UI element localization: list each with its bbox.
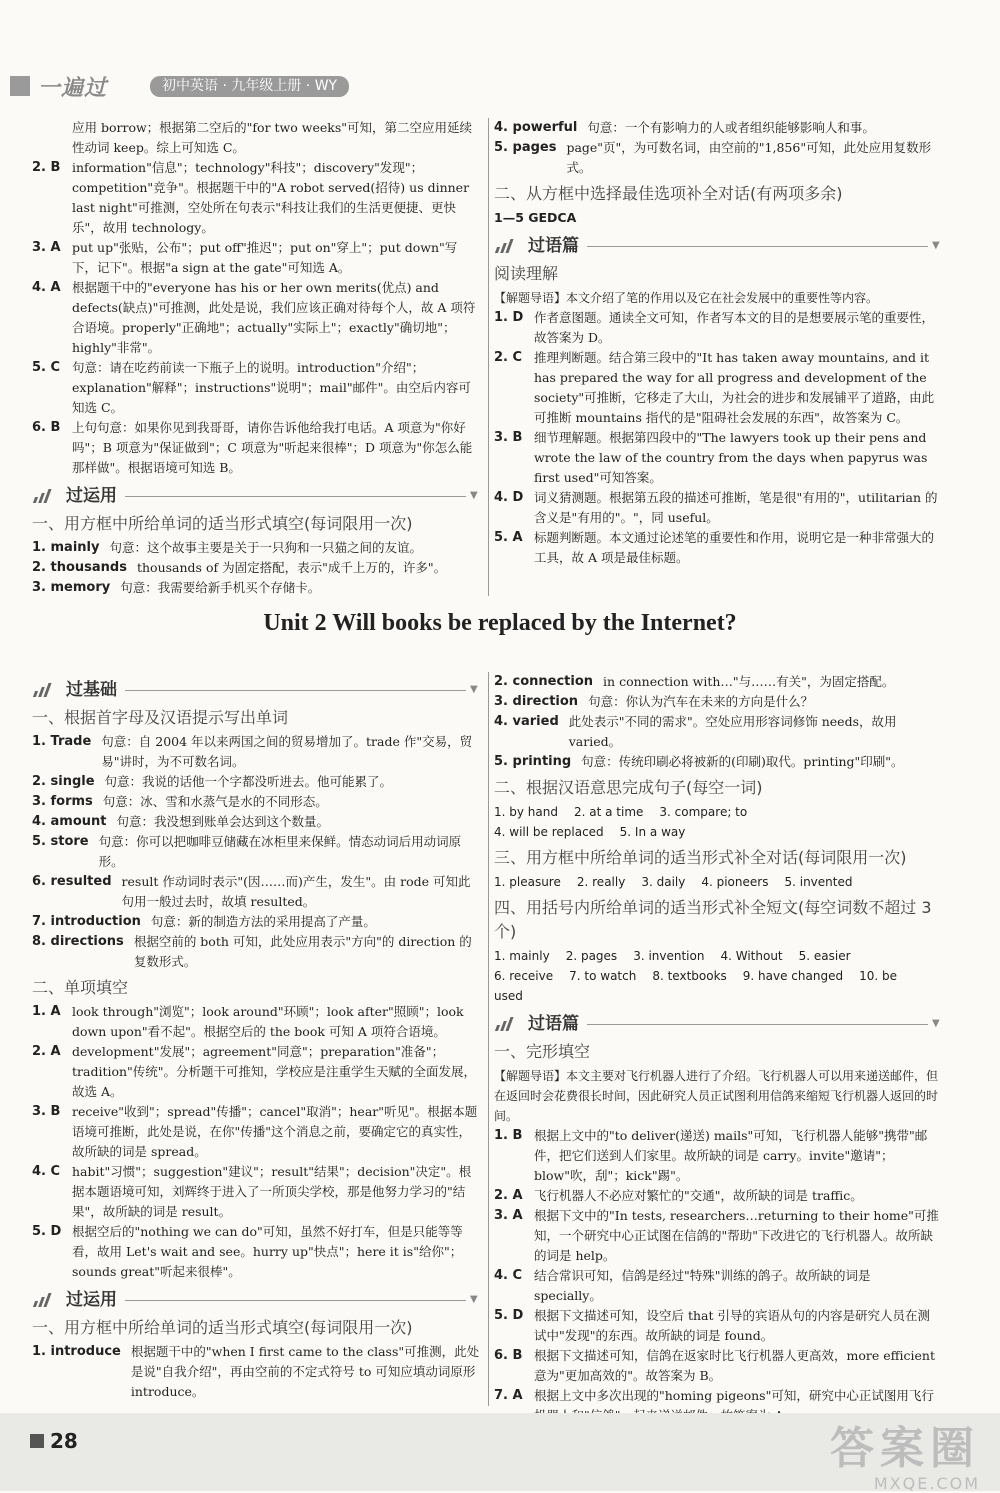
answer-row bbox=[494, 946, 942, 966]
answer-number: 3. memory bbox=[32, 580, 111, 595]
answer-cell: 4. Without bbox=[720, 949, 783, 963]
band-guoyupian-2 bbox=[494, 1012, 942, 1036]
answer-explanation: 根据空前的 both 可知，此处应用表示"方向"的 direction 的复数形式。 bbox=[133, 934, 472, 969]
band-icon bbox=[32, 1293, 58, 1307]
answer-item bbox=[32, 812, 480, 832]
band-icon bbox=[494, 1017, 520, 1031]
answer-explanation: 句意：冰、雪和水蒸气是水的不同形态。 bbox=[102, 794, 328, 809]
answer-number: 4. C bbox=[32, 1164, 61, 1179]
answer-number: 3. A bbox=[494, 1208, 523, 1223]
answer-cell: 1. by hand bbox=[494, 805, 558, 819]
answer-item bbox=[494, 752, 942, 772]
answer-cell: 2. pages bbox=[565, 949, 618, 963]
answer-explanation: 作者意图题。通读全文可知，作者写本文的目的是想要展示笔的重要性，故答案为 D。 bbox=[534, 310, 935, 345]
answer-number: 4. C bbox=[494, 1268, 523, 1283]
answer-item bbox=[32, 538, 480, 558]
answer-cell: 3. invention bbox=[633, 949, 705, 963]
answer-explanation: 飞行机器人不必应对繁忙的"交通"，故所缺的词是 traffic。 bbox=[534, 1188, 863, 1203]
answer-explanation: put up"张贴，公布"；put off"推迟"；put on"穿上"；put down"写下，记下"。根据"a sign at the gate"可知选 A。 bbox=[72, 240, 458, 275]
answer-explanation: 句意：自 2004 年以来两国之间的贸易增加了。trade 作"交易，贸易"讲时，为不可数名词。 bbox=[101, 734, 473, 769]
answer-explanation: development"发展"；agreement"同意"；preparation"准备"；tradition"传统"。分析题干可推知，学校应是注重学生天赋的全面发展，故选 A。 bbox=[72, 1044, 477, 1099]
answer-cell: 5. easier bbox=[798, 949, 851, 963]
answer-item bbox=[494, 138, 942, 178]
answer-item bbox=[494, 672, 942, 692]
answer-explanation: 推理判断题。结合第三段中的"It has taken away mountains, and it has prepared the way for all progress and development of the society"可推断，它移走了大山，为社会的进步和发展铺平了道路，由此可推断 mountains 指代的是"阻碍社会发展的东西"，故答案为 C。 bbox=[534, 350, 935, 425]
section-heading: 一、用方框中所给单词的适当形式填空(每词限用一次) bbox=[32, 1318, 413, 1337]
answer-item bbox=[32, 932, 480, 972]
answer-number: 7. A bbox=[494, 1388, 523, 1403]
answer-item bbox=[494, 528, 942, 568]
answer-number: 2. connection bbox=[494, 674, 594, 689]
answer-explanation: 细节理解题。根据第四段中的"The lawyers took up their pens and wrote the law of the country from the days when papyrus was first used"可知答案。 bbox=[534, 430, 928, 485]
answer-explanation: 应用 borrow；根据第二空后的"for two weeks"可知，第二空应用延续性动词 keep。综上可知选 C。 bbox=[72, 120, 472, 155]
answer-item bbox=[494, 488, 942, 528]
answer-row bbox=[494, 966, 942, 1006]
answer-cell: 6. receive bbox=[494, 969, 554, 983]
answer-item bbox=[494, 692, 942, 712]
watermark-logo bbox=[830, 1424, 980, 1493]
answer-explanation: habit"习惯"；suggestion"建议"；result"结果"；decision"决定"。根据本题语境可知，刘辉终于进入了一所顶尖学校，那是他努力学习的"结果"，故所缺的词是 result。 bbox=[72, 1164, 472, 1219]
answer-explanation: result 作动词时表示"(因……而)产生，发生"。由 rode 可知此句用一般过去时，故填 resulted。 bbox=[121, 874, 471, 909]
answer-item bbox=[494, 1346, 942, 1386]
answer-explanation: in connection with…"与……有关"，为固定搭配。 bbox=[603, 674, 895, 689]
chevron-down-icon: ▼ bbox=[470, 684, 478, 695]
answer-explanation: receive"收到"；spread"传播"；cancel"取消"；hear"听见"。根据本题语境可推断，此处是说，在你"传播"这个消息之前，要确定它的真实性，故所缺的词是 spread。 bbox=[72, 1104, 478, 1159]
answer-item bbox=[494, 1186, 942, 1206]
answer-number: 5. printing bbox=[494, 754, 572, 769]
answer-number: 4. A bbox=[32, 280, 61, 295]
band-guoyunyong-1 bbox=[32, 484, 480, 508]
answer-number: 5. C bbox=[32, 360, 61, 375]
section-heading: 一、完形填空 bbox=[494, 1042, 591, 1061]
band-line bbox=[587, 246, 928, 247]
answer-number: 2. thousands bbox=[32, 560, 127, 575]
series-badge: 初中英语 · 九年级上册 · WY bbox=[150, 76, 349, 97]
answer-item bbox=[494, 308, 942, 348]
band-line bbox=[125, 496, 466, 497]
answer-explanation: 句意：请在吃药前读一下瓶子上的说明。introduction"介绍"；explanation"解释"；instructions"说明"；mail"邮件"。由空后内容可知选 C。 bbox=[72, 360, 471, 415]
chevron-down-icon: ▼ bbox=[470, 1294, 478, 1305]
answer-item bbox=[32, 158, 480, 238]
answer-explanation: page"页"，为可数名词，由空前的"1,856"可知，此处应用复数形式。 bbox=[566, 140, 932, 175]
page-header bbox=[0, 0, 1000, 100]
answer-item bbox=[32, 792, 480, 812]
answer-item bbox=[494, 1266, 942, 1306]
section-heading: 二、单项填空 bbox=[32, 978, 129, 997]
answer-number: 3. forms bbox=[32, 794, 93, 809]
answer-item bbox=[494, 428, 942, 488]
answer-number: 2. C bbox=[494, 350, 523, 365]
band-line bbox=[125, 1300, 466, 1301]
answer-item bbox=[32, 1042, 480, 1102]
answer-cell: 1. mainly bbox=[494, 949, 550, 963]
answer-explanation: 根据下文描述可知，信鸽在返家时比飞行机器人更高效，more efficient 意为"更加高效的"。故答案为 B。 bbox=[534, 1348, 935, 1383]
band-icon bbox=[32, 489, 58, 503]
section-heading: 阅读理解 bbox=[494, 264, 559, 283]
answer-number: 3. direction bbox=[494, 694, 579, 709]
answer-explanation: 根据题干中的"everyone has his or her own merits(优点) and defects(缺点)"可推测，此处是说，我们应该正确对待每个人，故 A 项符合语境。properly"正确地"；actually"实际上"；exactly"确切地"；highly"非常"。 bbox=[72, 280, 476, 355]
answer-cell: 2. really bbox=[576, 875, 626, 889]
answer-item bbox=[32, 732, 480, 772]
column-divider bbox=[488, 672, 489, 1406]
column-divider bbox=[488, 118, 489, 596]
band-icon bbox=[32, 683, 58, 697]
answer-row bbox=[494, 822, 942, 842]
bottom-right-column bbox=[494, 672, 942, 1426]
answer-explanation: 上句句意：如果你见到我哥哥，请你告诉他给我打电话。A 项意为"你好吗"；B 项意为"保证做到"；C 项意为"听起来很棒"；D 项意为"你怎么能那样做"。根据语境可知选 B。 bbox=[72, 420, 473, 475]
answer-explanation: 此处表示"不同的需求"。空处应用形容词修饰 needs，故用 varied。 bbox=[568, 714, 897, 749]
answer-cell: 2. at a time bbox=[573, 805, 644, 819]
answer-number: 2. B bbox=[32, 160, 61, 175]
answer-cell: 3. daily bbox=[641, 875, 686, 889]
answer-item bbox=[32, 1162, 480, 1222]
band-guoyupian-1 bbox=[494, 234, 942, 258]
answer-item bbox=[494, 1206, 942, 1266]
answer-cell: 3. compare; to bbox=[659, 805, 748, 819]
answer-cell: 5. In a way bbox=[619, 825, 686, 839]
answer-number: 1. A bbox=[32, 1004, 61, 1019]
answer-explanation: 句意：新的制造方法的采用提高了产量。 bbox=[150, 914, 376, 929]
answer-item bbox=[494, 1126, 942, 1186]
answer-explanation: 根据空后的"nothing we can do"可知，虽然不好打车，但是只能等等看，故用 Let's wait and see。hurry up"快点"；here it is"给你"；sounds great"听起来很棒"。 bbox=[72, 1224, 463, 1279]
band-title: 过语篇 bbox=[528, 1014, 579, 1034]
answer-number: 2. single bbox=[32, 774, 95, 789]
answer-explanation: 句意：传统印刷必将被新的(印刷)取代。printing"印刷"。 bbox=[581, 754, 904, 769]
top-left-column bbox=[32, 118, 480, 598]
answer-explanation: 句意：一个有影响力的人或者组织能够影响人和事。 bbox=[587, 120, 875, 135]
band-line bbox=[587, 1024, 928, 1025]
answer-number: 1. Trade bbox=[32, 734, 92, 749]
answer-number: 3. B bbox=[32, 1104, 61, 1119]
section-heading: 一、用方框中所给单词的适当形式填空(每词限用一次) bbox=[32, 514, 413, 533]
answer-explanation: 根据题干中的"when I first came to the class"可推测，此处是说"自我介绍"，再由空前的不定式符号 to 可知应填动词原形 introduce。 bbox=[130, 1344, 480, 1399]
answer-explanation: 根据下文中的"In tests, researchers…returning to their home"可推知，一个研究中心正试图在信鸽的"帮助"下改进它的飞行机器人。故所缺的词是 help。 bbox=[534, 1208, 939, 1263]
answer-explanation: 句意：我需要给新手机买个存储卡。 bbox=[120, 580, 321, 595]
answer-item bbox=[32, 1222, 480, 1282]
band-title: 过运用 bbox=[66, 1290, 117, 1310]
answer-item bbox=[32, 358, 480, 418]
answer-item bbox=[494, 712, 942, 752]
answer-number: 1. B bbox=[494, 1128, 523, 1143]
answer-item bbox=[494, 348, 942, 428]
band-line bbox=[125, 690, 466, 691]
answer-explanation: information"信息"；technology"科技"；discovery"发现"；competition"竞争"。根据题干中的"A robot served(招待) us dinner last night"可推测，空处所在句表示"科技让我们的生活更便捷、更快乐"，故用 technology。 bbox=[72, 160, 470, 235]
answer-number: 4. D bbox=[494, 490, 524, 505]
logo-text: 一遍过 bbox=[38, 75, 108, 101]
answer-number: 6. B bbox=[494, 1348, 523, 1363]
band-title: 过语篇 bbox=[528, 236, 579, 256]
answer-number: 6. B bbox=[32, 420, 61, 435]
answer-item bbox=[32, 118, 480, 158]
answer-explanation: 句意：这个故事主要是关于一只狗和一只猫之间的友谊。 bbox=[109, 540, 422, 555]
answer-item bbox=[32, 912, 480, 932]
watermark-url: MXQE.COM bbox=[873, 1474, 980, 1493]
answer-cell: 8. textbooks bbox=[652, 969, 727, 983]
answer-explanation: 词义猜测题。根据第五段的描述可推断，笔是很"有用的"，utilitarian 的含义是"有用的"。"，同 useful。 bbox=[534, 490, 938, 525]
answer-item bbox=[32, 832, 480, 872]
answer-item bbox=[32, 872, 480, 912]
answer-cell: 7. to watch bbox=[569, 969, 637, 983]
answer-cell: 10. be used bbox=[494, 969, 897, 1003]
answer-number: 6. resulted bbox=[32, 874, 112, 889]
answer-row bbox=[494, 872, 942, 892]
answer-number: 7. introduction bbox=[32, 914, 141, 929]
answer-number: 3. A bbox=[32, 240, 61, 255]
answer-number: 5. A bbox=[494, 530, 523, 545]
answer-number: 1. introduce bbox=[32, 1344, 121, 1359]
answer-item bbox=[494, 118, 942, 138]
answer-item bbox=[32, 1102, 480, 1162]
answer-explanation: 结合常识可知，信鸽是经过"特殊"训练的鸽子。故所缺的词是 specially。 bbox=[534, 1268, 871, 1303]
answer-number: 4. varied bbox=[494, 714, 559, 729]
answer-explanation: 句意：我说的话他一个字都没听进去。他可能累了。 bbox=[104, 774, 393, 789]
section-heading: 四、用括号内所给单词的适当形式补全短文(每空词数不超过 3 个) bbox=[494, 898, 932, 941]
watermark-title: 答案圈 bbox=[830, 1423, 980, 1474]
chevron-down-icon: ▼ bbox=[470, 490, 478, 501]
answer-number: 5. D bbox=[494, 1308, 524, 1323]
section-heading: 二、根据汉语意思完成句子(每空一词) bbox=[494, 778, 763, 797]
answer-item bbox=[32, 238, 480, 278]
band-guoyunyong-2 bbox=[32, 1288, 480, 1312]
answer-item bbox=[32, 278, 480, 358]
answer-number: 2. A bbox=[32, 1044, 61, 1059]
answer-number: 5. pages bbox=[494, 140, 557, 155]
band-title: 过基础 bbox=[66, 680, 117, 700]
answer-number: 1. mainly bbox=[32, 540, 100, 555]
answer-explanation: look through"浏览"；look around"环顾"；look after"照顾"；look down upon"看不起"。根据空后的 the book 可知 A 项符合语境。 bbox=[72, 1004, 464, 1039]
answer-explanation: 根据上文中多次出现的"homing pigeons"可知，研究中心正试图用飞行 bbox=[534, 1388, 934, 1403]
answer-number: 1. D bbox=[494, 310, 524, 325]
answer-item bbox=[494, 1306, 942, 1346]
answer-cell: 5. invented bbox=[784, 875, 853, 889]
dialog-answer: 1—5 GEDCA bbox=[494, 210, 577, 225]
chevron-down-icon: ▼ bbox=[932, 240, 940, 251]
answer-cell: 4. pioneers bbox=[701, 875, 769, 889]
answer-cell: 4. will be replaced bbox=[494, 825, 604, 839]
unit-title: Unit 2 Will books be replaced by the Internet? bbox=[263, 610, 737, 636]
answer-explanation: 根据上文中的"to deliver(递送) mails"可知，飞行机器人能够"携带"邮件，把它们送到人们家里。故所缺的词是 carry。invite"邀请"；blow"吹，刮"；kick"踢"。 bbox=[534, 1128, 928, 1183]
answer-explanation: thousands of 为固定搭配，表示"成千上万的，许多"。 bbox=[136, 560, 447, 575]
answer-item bbox=[32, 1342, 480, 1402]
answer-item bbox=[32, 772, 480, 792]
answer-row bbox=[494, 802, 942, 822]
section-heading: 一、根据首字母及汉语提示写出单词 bbox=[32, 708, 289, 727]
band-icon bbox=[494, 239, 520, 253]
logo-square-icon bbox=[10, 76, 30, 96]
answer-number: 4. powerful bbox=[494, 120, 578, 135]
answer-cell: 9. have changed bbox=[742, 969, 844, 983]
page-number-text: 28 bbox=[50, 1429, 78, 1453]
answer-explanation: 句意：你可以把咖啡豆储藏在冰柜里来保鲜。情态动词后用动词原形。 bbox=[98, 834, 462, 869]
guide-text: 【解题导语】本文主要对飞行机器人进行了介绍。飞行机器人可以用来递送邮件，但在返回时会花费很长时间，因此研究人员正试图利用信鸽来缩短飞行机器人返回的时间。 bbox=[494, 1069, 939, 1123]
answer-number bbox=[32, 118, 72, 158]
answer-item bbox=[32, 1002, 480, 1042]
band-title: 过运用 bbox=[66, 486, 117, 506]
band-guojichu bbox=[32, 678, 480, 702]
answer-explanation: 标题判断题。本文通过论述笔的重要性和作用，说明它是一种非常强大的工具，故 A 项是最佳标题。 bbox=[534, 530, 935, 565]
page-number bbox=[30, 1429, 78, 1453]
chevron-down-icon: ▼ bbox=[932, 1018, 940, 1029]
answer-explanation: 句意：我没想到账单会达到这个数量。 bbox=[116, 814, 329, 829]
answer-number: 5. store bbox=[32, 834, 89, 849]
section-heading: 二、从方框中选择最佳选项补全对话(有两项多余) bbox=[494, 184, 843, 203]
answer-item bbox=[32, 558, 480, 578]
answer-explanation: 句意：你认为汽车在未来的方向是什么？ bbox=[588, 694, 814, 709]
bottom-left-column bbox=[32, 672, 480, 1402]
section-heading: 三、用方框中所给单词的适当形式补全对话(每词限用一次) bbox=[494, 848, 907, 867]
answer-number: 4. amount bbox=[32, 814, 107, 829]
guide-text: 【解题导语】本文介绍了笔的作用以及它在社会发展中的重要性等内容。 bbox=[494, 291, 879, 305]
answer-number: 8. directions bbox=[32, 934, 124, 949]
brand-logo bbox=[10, 73, 107, 99]
answer-number: 3. B bbox=[494, 430, 523, 445]
page-square-icon bbox=[30, 1434, 44, 1448]
top-right-column bbox=[494, 118, 942, 568]
answer-cell: 1. pleasure bbox=[494, 875, 561, 889]
answer-number: 5. D bbox=[32, 1224, 62, 1239]
answer-item bbox=[32, 418, 480, 478]
answer-number: 2. A bbox=[494, 1188, 523, 1203]
answer-explanation: 根据下文描述可知，设空后 that 引导的宾语从句的内容是研究人员在测试中"发现"的东西。故所缺的词是 found。 bbox=[534, 1308, 930, 1343]
answer-item bbox=[32, 578, 480, 598]
